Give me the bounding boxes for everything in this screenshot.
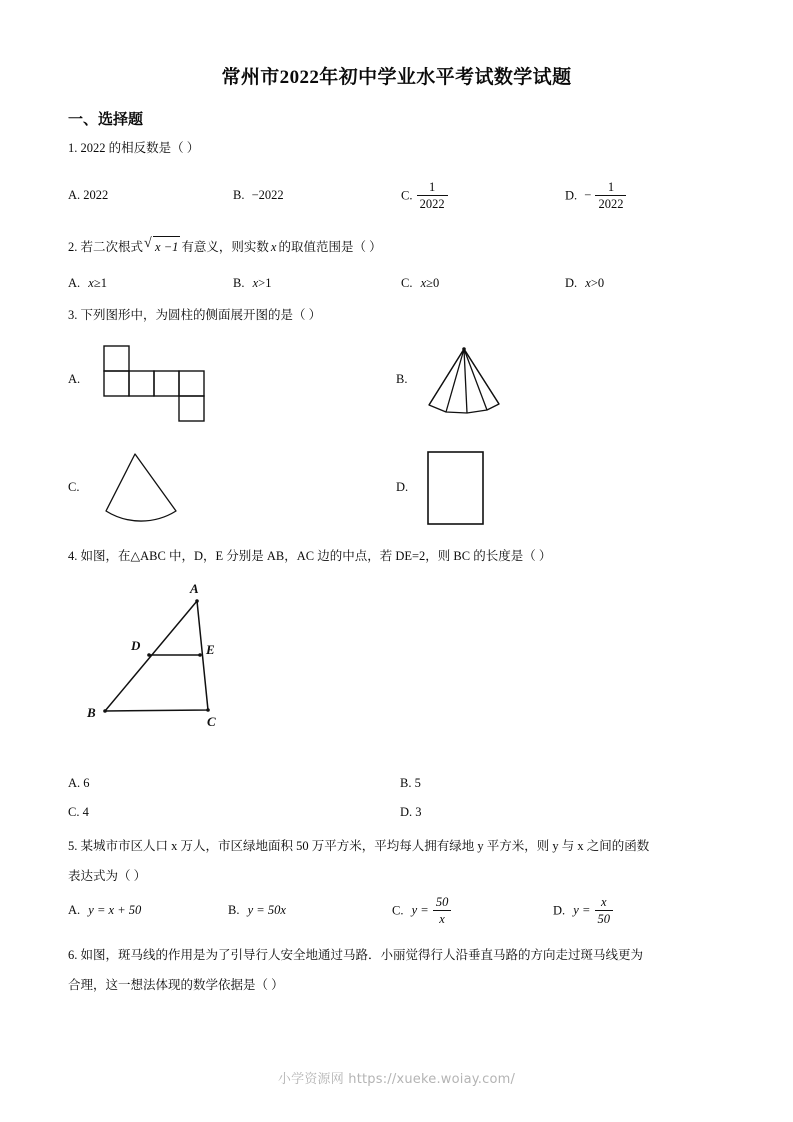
option-c-label: C.: [401, 188, 413, 203]
option-d-label: D.: [565, 188, 578, 203]
option-a-value: 2022: [83, 188, 109, 202]
option-d-label: D.: [565, 276, 578, 290]
question-4-option-c[interactable]: [68, 805, 89, 820]
fraction-denominator: 50: [597, 912, 611, 926]
option-b-label: B.: [233, 276, 245, 290]
question-2-stem: [68, 236, 728, 257]
question-2-option-d[interactable]: [565, 276, 604, 291]
option-a-value: y = x + 50: [88, 903, 142, 917]
question-6-stem-line-2: 合理，这一想法体现的数学依据是（ ）: [68, 978, 284, 992]
option-a-label: A.: [68, 276, 81, 290]
option-d-fraction: [595, 180, 626, 211]
option-c-fraction: [417, 180, 448, 211]
question-5-option-c[interactable]: [392, 896, 452, 927]
fraction-numerator: 1: [595, 180, 626, 196]
option-d-fraction: [595, 895, 614, 926]
fraction-numerator: 50: [433, 895, 452, 911]
option-d-label: D.: [553, 903, 566, 918]
watermark: 小学资源网 https://xueke.woiay.com/: [277, 1072, 516, 1087]
question-3-option-c-label[interactable]: [68, 480, 79, 495]
question-2-stem-post: 的取值范围是（ ）: [278, 240, 382, 254]
question-1-option-a[interactable]: [68, 188, 108, 203]
option-d-var: x: [585, 276, 591, 290]
section-heading: 一、选择题: [68, 112, 144, 128]
fraction-denominator: 2022: [598, 197, 624, 211]
fraction-numerator: 1: [417, 180, 448, 196]
option-a-var: x: [88, 276, 94, 290]
option-b-label: B.: [228, 903, 240, 917]
option-a-rel: ≥1: [93, 276, 107, 290]
option-c-label: C.: [68, 805, 80, 819]
option-b-rel: >1: [258, 276, 272, 290]
sqrt-icon: [144, 236, 180, 257]
option-c-label: C.: [392, 903, 404, 918]
question-2-options: [68, 276, 732, 298]
option-c-rel: ≥0: [426, 276, 440, 290]
page-title: 常州市2022年初中学业水平考试数学试题: [221, 67, 572, 88]
option-a-label: A.: [68, 776, 81, 790]
triangle-abc-figure: [70, 576, 250, 731]
question-1-stem: 1. 2022 的相反数是（ ）: [68, 141, 200, 155]
fraction-denominator: x: [439, 912, 445, 926]
option-d-label: D.: [400, 805, 413, 819]
cube-net-figure: [100, 342, 212, 434]
question-2-option-c[interactable]: [401, 276, 439, 291]
option-b-label: B.: [400, 776, 412, 790]
question-4-option-d[interactable]: [400, 805, 422, 820]
question-1-option-b[interactable]: [233, 188, 284, 203]
question-5-option-b[interactable]: [228, 903, 286, 918]
vertex-label-a: A: [190, 581, 199, 596]
question-3-stem: 3. 下列图形中，为圆柱的侧面展开图的是（ ）: [68, 308, 322, 322]
option-b-label: B.: [396, 372, 408, 386]
option-d-lhs: y =: [573, 903, 591, 918]
sector-figure: [100, 448, 210, 532]
question-4-option-a[interactable]: [68, 776, 90, 791]
question-5-option-a[interactable]: [68, 903, 141, 918]
radical-sign: √: [144, 236, 152, 251]
option-c-value: 4: [82, 805, 89, 819]
radicand: x −1: [153, 236, 180, 257]
option-c-fraction: [433, 895, 452, 926]
option-c-label: C.: [401, 276, 413, 290]
question-6-stem-line-1: 6. 如图，斑马线的作用是为了引导行人安全地通过马路．小丽觉得行人沿垂直马路的方向走过斑马线更为: [68, 948, 644, 962]
option-c-label: C.: [68, 480, 80, 494]
option-d-label: D.: [396, 480, 409, 494]
question-2-option-a[interactable]: [68, 276, 107, 291]
option-a-value: 6: [83, 776, 90, 790]
question-3-option-b-label[interactable]: [396, 372, 407, 387]
option-d-rel: >0: [590, 276, 605, 290]
option-c-var: x: [420, 276, 427, 290]
question-5-stem-line-2: 表达式为（ ）: [68, 869, 147, 883]
question-1-options: [68, 180, 732, 222]
question-3-option-d-label[interactable]: [396, 480, 408, 495]
question-2-stem-pre: 2. 若二次根式: [68, 240, 144, 254]
question-2-stem-mid: 有意义，则实数: [181, 240, 269, 254]
option-c-lhs: y =: [411, 903, 429, 918]
question-2-option-b[interactable]: [233, 276, 271, 291]
option-a-label: A.: [68, 372, 81, 386]
fraction-denominator: 2022: [419, 197, 445, 211]
rectangle-figure: [424, 448, 504, 532]
option-b-value: y = 50x: [247, 903, 286, 917]
option-d-sign: −: [584, 188, 592, 203]
option-b-label: B.: [233, 188, 245, 202]
question-4-option-b[interactable]: [400, 776, 421, 791]
question-2-variable: x: [270, 240, 277, 254]
fraction-numerator: x: [595, 895, 614, 911]
question-4-stem: 4. 如图，在△ABC 中，D，E 分别是 AB，AC 边的中点，若 DE=2，则 BC 的长度是（ ）: [68, 549, 552, 563]
option-b-value: −2022: [251, 188, 284, 202]
option-b-var: x: [252, 276, 259, 290]
question-5-stem-line-1: 5. 某城市市区人口 x 万人，市区绿地面积 50 万平方米，平均每人拥有绿地 y 平方米，则 y 与 x 之间的函数: [68, 839, 650, 853]
vertex-label-c: C: [207, 714, 216, 729]
question-1-option-d[interactable]: [565, 181, 627, 212]
option-b-value: 5: [414, 776, 421, 790]
option-d-value: 3: [415, 805, 422, 819]
vertex-label-b: B: [87, 705, 96, 720]
pyramid-figure: [424, 343, 508, 421]
option-a-label: A.: [68, 188, 81, 202]
option-a-label: A.: [68, 903, 81, 917]
question-5-option-d[interactable]: [553, 896, 614, 927]
vertex-label-e: E: [206, 642, 215, 657]
question-1-option-c[interactable]: [401, 181, 449, 212]
question-3-option-a-label[interactable]: [68, 372, 80, 387]
vertex-label-d: D: [131, 638, 141, 653]
